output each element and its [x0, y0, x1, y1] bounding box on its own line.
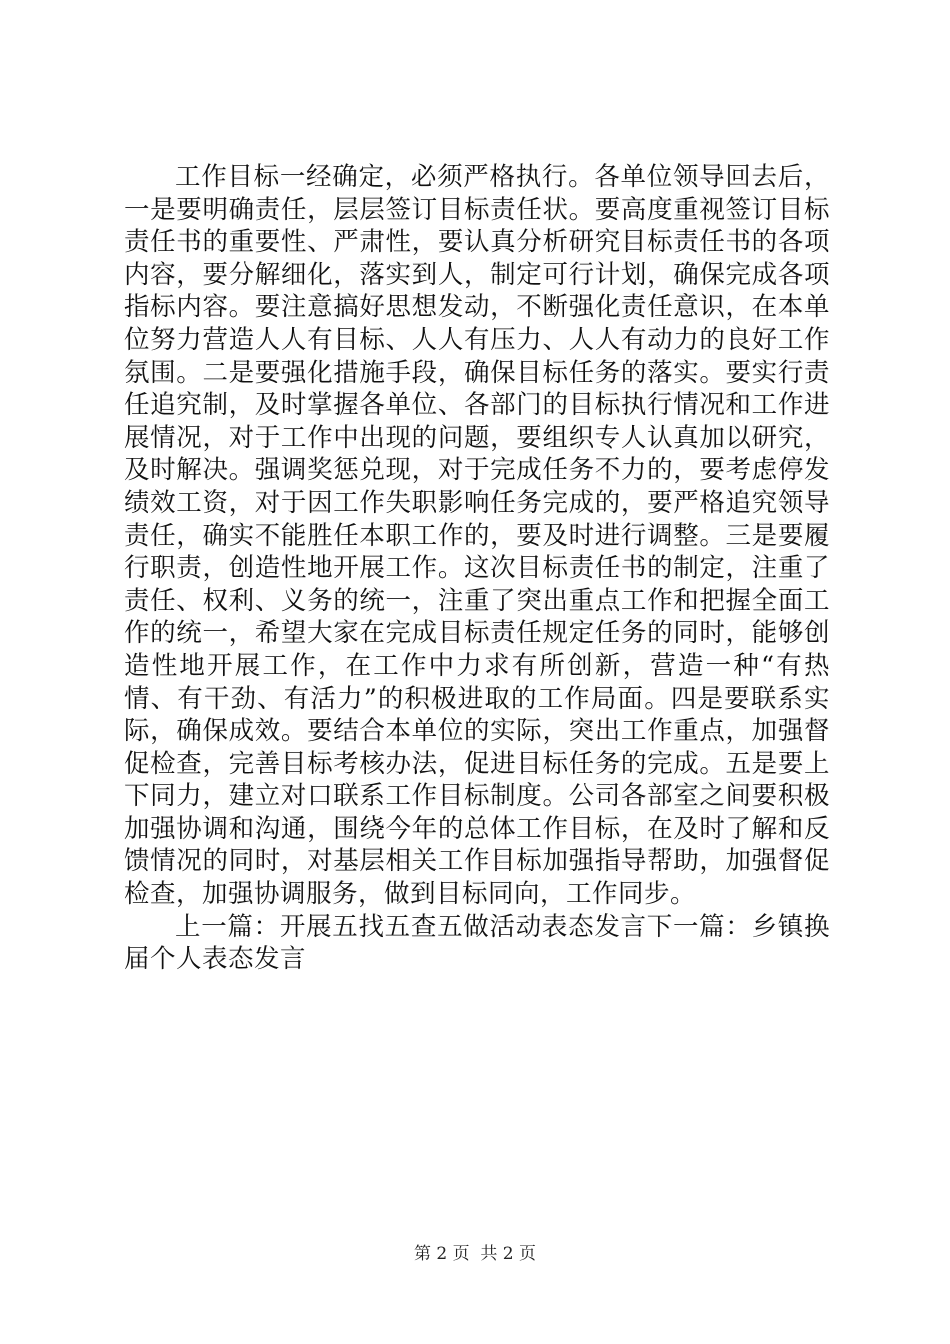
body-paragraph: 工作目标一经确定，必须严格执行。各单位领导回去后，一是要明确责任，层层签订目标责任状。要高度重视签订目标责任书的重要性、严肃性，要认真分析研究目标责任书的各项内容，要分解细化，落实到人，制定可行计划，确保完成各项指标内容。要注意搞好思想发动，不断强化责任意识，在本单位努力营造人人有目标、人人有压力、人人有动力的良好工作氛围。二是要强化措施手段，确保目标任务的落实。要实行责任追究制，及时掌握各单位、各部门的目标执行情况和工作进展情况，对于工作中出现的问题，要组织专人认真加以研究，及时解决。强调奖惩兑现，对于完成任务不力的，要考虑停发绩效工资，对于因工作失职影响任务完成的，要严格追究领导责任，确实不能胜任本职工作的，要及时进行调整。三是要履行职责，创造性地开展工作。这次目标责任书的制定，注重了责任、权利、义务的统一，注重了突出重点工作和把握全面工作的统一，希望大家在完成目标责任规定任务的同时，能够创造性地开展工作，在工作中力求有所创新，营造一种“有热情、有干劲、有活力”的积极进取的工作局面。四是要联系实际，确保成效。要结合本单位的实际，突出工作重点，加强督促检查，完善目标考核办法，促进目标任务的完成。五是要上下同力，建立对口联系工作目标制度。公司各部室之间要积极加强协调和沟通，围绕今年的总体工作目标，在及时了解和反馈情况的同时，对基层相关工作目标加强指导帮助，加强督促检查，加强协调服务，做到目标同向，工作同步。 — [124, 162, 830, 910]
page-footer — [0, 1242, 950, 1266]
prev-next-links[interactable]: 上一篇：开展五找五查五做活动表态发言下一篇：乡镇换届个人表态发言 — [124, 911, 830, 975]
document-body — [124, 161, 830, 976]
page-number: 第 2 页 共 2 页 — [413, 1244, 537, 1264]
